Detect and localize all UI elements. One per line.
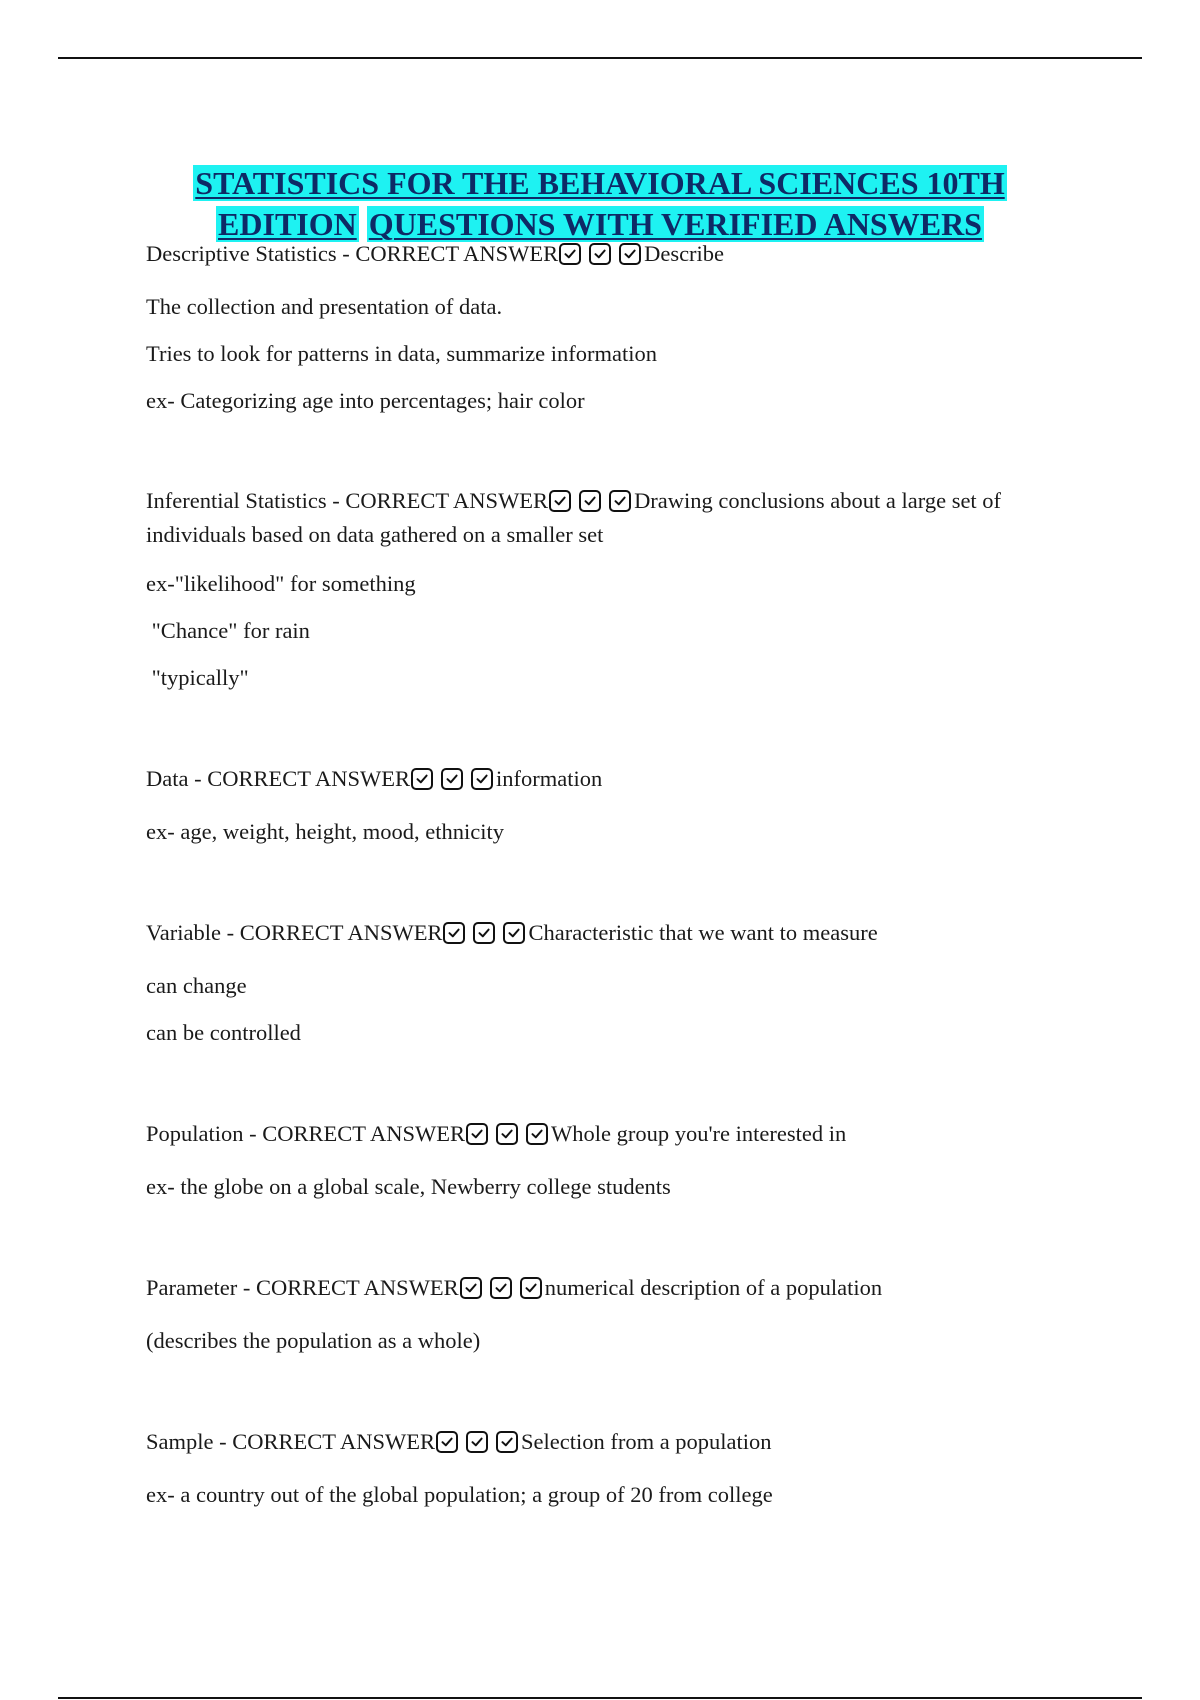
detail-line: ex- a country out of the global population; a group of 20 from college [146,1482,773,1507]
checkbox-checked-icon [559,243,581,265]
qa-question [146,917,1086,952]
detail-line: "typically" [146,665,249,690]
qa-entry [146,486,1086,691]
checkbox-checked-icon [503,922,525,944]
detail-line: "Chance" for rain [146,618,310,643]
detail-line: (describes the population as a whole) [146,1328,481,1353]
document-title [0,163,1200,245]
qa-question [146,238,1086,273]
check-group [466,1122,550,1153]
qa-question [146,1426,1086,1461]
term-text: Parameter - CORRECT ANSWER [146,1275,459,1300]
check-group [436,1430,520,1461]
detail-line: ex- age, weight, height, mood, ethnicity [146,819,505,844]
qa-question [146,486,1086,550]
answer-text: Characteristic that we want to measure [528,920,878,945]
answer-text: numerical description of a population [544,1275,883,1300]
detail-line: ex- the globe on a global scale, Newberry college students [146,1174,671,1199]
checkbox-checked-icon [579,490,601,512]
checkbox-checked-icon [411,768,433,790]
answer-text: Describe [644,241,725,266]
checkbox-checked-icon [549,490,571,512]
header-rule [58,57,1142,59]
detail-line: can change [146,973,247,998]
qa-entry [146,1426,1086,1508]
check-group [443,921,527,952]
term-text: Sample - CORRECT ANSWER [146,1429,435,1454]
check-group [460,1276,544,1307]
title-line-1: STATISTICS FOR THE BEHAVIORAL SCIENCES 10TH [195,165,1005,202]
term-text: Inferential Statistics - CORRECT ANSWER [146,488,549,513]
term-text: Variable - CORRECT ANSWER [146,920,443,945]
qa-entry [146,1118,1086,1200]
detail-line: Tries to look for patterns in data, summarize information [146,341,657,366]
answer-text: Selection from a population [520,1429,772,1454]
check-group [411,767,495,798]
qa-entry [146,917,1086,1046]
checkbox-checked-icon [473,922,495,944]
detail-line: can be controlled [146,1020,301,1045]
checkbox-checked-icon [471,768,493,790]
check-group [559,242,643,273]
checkbox-checked-icon [520,1277,542,1299]
detail-line: The collection and presentation of data. [146,294,503,319]
term-text: Population - CORRECT ANSWER [146,1121,465,1146]
qa-entry [146,238,1086,414]
footer-rule [58,1697,1142,1699]
qa-question [146,1272,1086,1307]
answer-text: Drawing conclusions about a large set of individuals based on data gathered on a smaller set [146,488,1002,547]
checkbox-checked-icon [443,922,465,944]
detail-line: ex-"likelihood" for something [146,571,416,596]
term-text: Descriptive Statistics - CORRECT ANSWER [146,241,559,266]
checkbox-checked-icon [609,490,631,512]
checkbox-checked-icon [496,1123,518,1145]
checkbox-checked-icon [436,1431,458,1453]
checkbox-checked-icon [589,243,611,265]
term-text: Data - CORRECT ANSWER [146,766,410,791]
answer-text: Whole group you're interested in [551,1121,847,1146]
checkbox-checked-icon [526,1123,548,1145]
checkbox-checked-icon [490,1277,512,1299]
title-line-2a: EDITION [218,206,357,243]
qa-entry [146,1272,1086,1354]
qa-question [146,763,1086,798]
answer-text: information [495,766,603,791]
checkbox-checked-icon [496,1431,518,1453]
checkbox-checked-icon [619,243,641,265]
qa-entry [146,763,1086,845]
checkbox-checked-icon [466,1431,488,1453]
qa-list [146,238,1086,1556]
qa-question [146,1118,1086,1153]
check-group [549,490,633,520]
checkbox-checked-icon [441,768,463,790]
title-line-2b: QUESTIONS WITH VERIFIED ANSWERS [368,206,982,243]
checkbox-checked-icon [460,1277,482,1299]
detail-line: ex- Categorizing age into percentages; hair color [146,388,585,413]
checkbox-checked-icon [466,1123,488,1145]
